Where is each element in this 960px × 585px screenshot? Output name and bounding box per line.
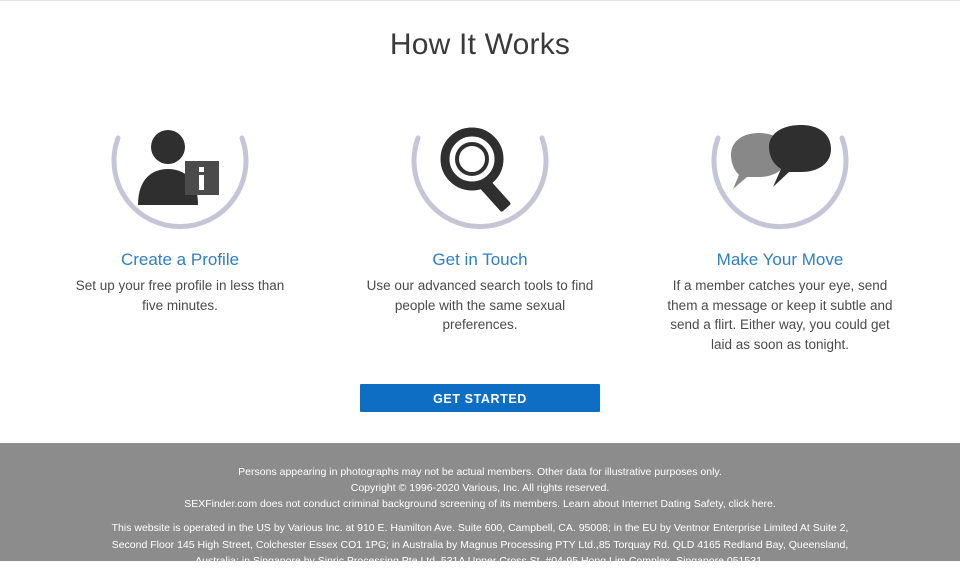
footer-copyright: Copyright © 1996-2020 Various, Inc. All rights reserved. — [350, 481, 610, 494]
footer-disclaimer: Persons appearing in photographs may not be actual members. Other data for illustrative purposes only. — [238, 466, 722, 478]
step-1-icon-wrap — [30, 100, 330, 240]
footer-spacer — [110, 512, 850, 520]
chat-bubbles-icon — [725, 125, 835, 215]
step-3-icon-wrap — [630, 100, 930, 240]
step-1-description: Set up your free profile in less than five minutes. — [75, 278, 285, 313]
footer-contact: Contact us at 888-575-8383 (US toll free), 0800 098 8311(UK toll-free), 1800 954 607 (AU toll-free). — [248, 571, 712, 584]
footer-operations: This website is operated in the US by Various Inc. at 910 E. Hamilton Ave. Suite 600, Campbell, CA. 95008; in the EU by Ventnor Enterprise Limited At Suite 2, Second Floor 145 High Street, Colchester Essex CO1 1PG; in Australia by Magnus Processing PTY Ltd.,85 Torquay Rd. QLD 4165 Redland Bay, Queensland, Australia; in Singapore by Sinric Processing Pte Ltd.,531A Upper Cross St. #04-95 Hong Lim Complex, Singapore 051531. — [111, 522, 849, 567]
top-divider — [0, 0, 960, 1]
step-get-in-touch — [330, 100, 630, 335]
magnifier-icon — [430, 125, 530, 215]
step-2-icon-wrap — [330, 100, 630, 240]
get-started-button[interactable]: GET STARTED — [360, 384, 600, 412]
user-info-icon — [130, 125, 230, 215]
cta-row — [0, 384, 960, 412]
site-footer — [0, 443, 960, 584]
footer-screening — [110, 497, 850, 513]
footer-screening-link[interactable]: click here. — [728, 497, 776, 510]
steps-row — [0, 100, 960, 354]
page-title: How It Works — [389, 28, 571, 61]
step-2-title: Get in Touch — [432, 250, 528, 269]
step-3-description: If a member catches your eye, send them a message or keep it subtle and send a flirt. Either way, you could get laid as soon as tonight. — [667, 278, 893, 352]
step-3-title: Make Your Move — [716, 250, 844, 269]
footer-screening-text: SEXFinder.com does not conduct criminal background screening of its members. Learn about Internet Dating Safety, — [184, 497, 726, 510]
step-2-description: Use our advanced search tools to find people with the same sexual preferences. — [366, 278, 594, 333]
footer-legal-block — [110, 465, 850, 585]
step-1-title: Create a Profile — [120, 250, 240, 269]
step-create-a-profile — [30, 100, 330, 315]
step-make-your-move — [630, 100, 930, 354]
